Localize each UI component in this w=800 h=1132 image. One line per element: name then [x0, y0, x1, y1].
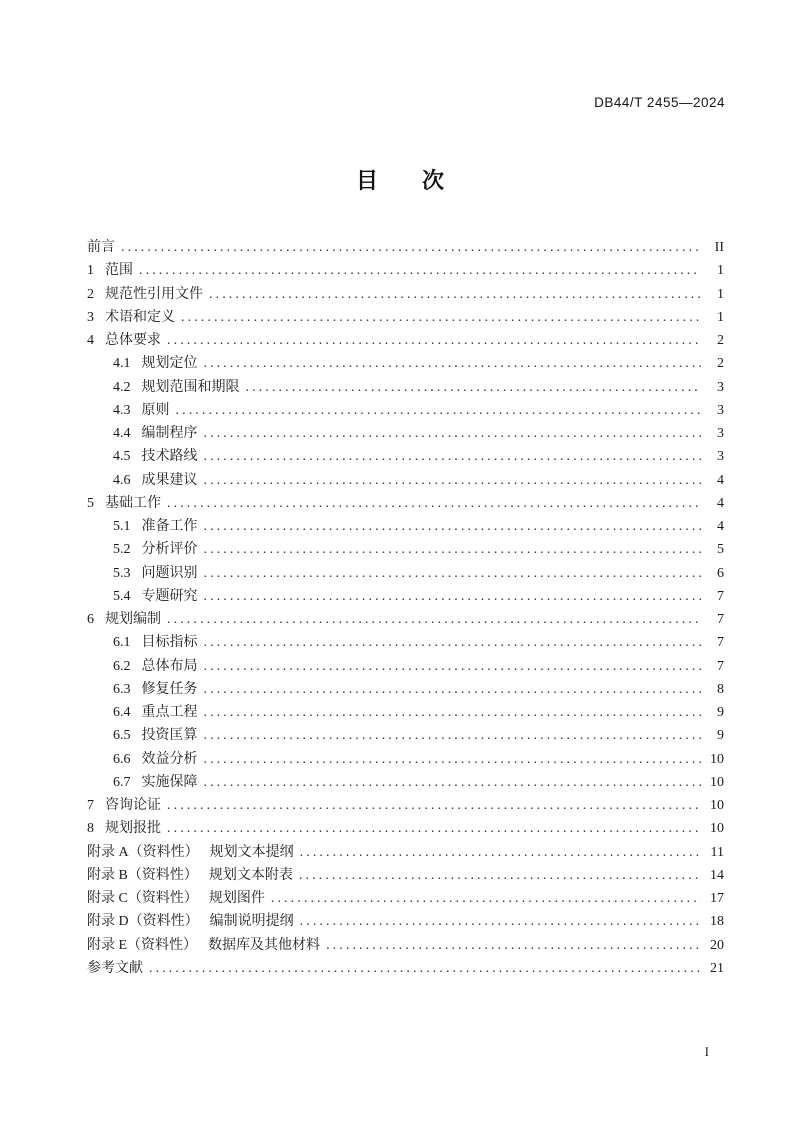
- dot-leader: [204, 631, 702, 654]
- toc-entry-number: 6.7: [113, 774, 131, 790]
- dot-leader: [246, 376, 702, 399]
- toc-entry: [87, 306, 724, 329]
- toc-entry-title: 总体布局: [141, 658, 198, 674]
- toc-entry-number: 7: [87, 798, 94, 813]
- toc-entry-number: 5: [87, 495, 94, 511]
- toc-entry: [87, 538, 724, 561]
- toc-entry-title: 规划图件: [208, 891, 265, 906]
- toc-entry-page: 10: [710, 751, 724, 767]
- dot-leader: [204, 748, 702, 771]
- toc-entry-number: 附录 A（资料性）: [87, 844, 199, 860]
- dot-leader: [167, 794, 701, 817]
- dot-leader: [209, 283, 701, 306]
- page-title: 目 次: [355, 168, 444, 193]
- toc-entry: [87, 236, 724, 259]
- toc-entry: [87, 259, 724, 282]
- dot-leader: [167, 817, 701, 840]
- toc-entry: [87, 329, 724, 352]
- toc-entry-page: 20: [710, 937, 724, 953]
- toc-entry: [87, 445, 724, 468]
- toc-entry-number: 5.2: [113, 542, 131, 558]
- toc-entry: [87, 794, 724, 817]
- toc-entry: [87, 283, 724, 306]
- toc-entry-page: 1: [717, 309, 724, 325]
- toc-entry-page: 3: [717, 379, 724, 395]
- toc-entry-page: 9: [717, 728, 724, 744]
- toc-entry-page: 7: [717, 658, 724, 674]
- toc-entry: [87, 678, 724, 701]
- toc-entry-title: 编制程序: [141, 426, 198, 441]
- toc-entry-title: 原则: [141, 402, 170, 418]
- toc-entry-number: 附录 C（资料性）: [87, 891, 198, 906]
- toc-entry-page: 7: [717, 635, 724, 651]
- dot-leader: [204, 562, 702, 585]
- toc-entry-number: 4.4: [113, 426, 131, 441]
- standard-number: DB44/T 2455—2024: [594, 95, 725, 110]
- toc-entry: [87, 515, 724, 538]
- toc-entry: [87, 631, 724, 654]
- toc-entry-title: 效益分析: [141, 751, 198, 767]
- dot-leader: [167, 608, 701, 631]
- toc-entry-number: 4.2: [113, 379, 131, 395]
- toc-entry-title: 参考文献: [87, 960, 143, 976]
- toc-entry-page: 14: [710, 867, 724, 883]
- dot-leader: [167, 492, 701, 515]
- toc-entry-title: 总体要求: [105, 333, 161, 348]
- toc-entry: [87, 934, 724, 957]
- toc-entry-number: 5.1: [113, 519, 131, 534]
- dot-leader: [167, 329, 701, 352]
- toc-entry-title: 数据库及其他材料: [208, 937, 321, 953]
- toc-entry-number: 2: [87, 286, 94, 302]
- toc-entry-number: 附录 E（资料性）: [87, 937, 198, 953]
- toc-entry-page: 10: [710, 774, 724, 790]
- toc-entry-page: 1: [717, 286, 724, 302]
- toc-entry: [87, 492, 724, 515]
- toc-entry-title: 基础工作: [105, 495, 161, 511]
- toc-entry-title: 规划文本提纲: [209, 844, 294, 860]
- toc-entry-page: 4: [717, 495, 724, 511]
- toc-entry: [87, 376, 724, 399]
- dot-leader: [204, 515, 702, 538]
- toc-entry-page: 4: [717, 472, 724, 488]
- toc-entry-page: 4: [717, 519, 724, 534]
- toc-entry-number: 6.5: [113, 728, 131, 744]
- toc-entry: [87, 864, 724, 887]
- toc-entry-number: 6.4: [113, 705, 131, 720]
- toc-entry-number: 3: [87, 309, 94, 325]
- toc-entry-title: 专题研究: [141, 588, 198, 604]
- footer-page-number: I: [704, 1044, 709, 1059]
- toc-entry: [87, 562, 724, 585]
- toc-entry-page: II: [714, 240, 724, 255]
- toc-entry-title: 重点工程: [141, 705, 198, 720]
- toc-entry: [87, 957, 724, 980]
- toc-entry: [87, 608, 724, 631]
- table-of-contents: [87, 236, 724, 980]
- toc-entry-title: 规划定位: [141, 356, 198, 372]
- dot-leader: [149, 957, 701, 980]
- toc-entry-page: 11: [710, 844, 724, 860]
- toc-entry-title: 编制说明提纲: [209, 914, 294, 930]
- toc-entry: [87, 887, 724, 910]
- toc-entry-page: 5: [717, 542, 724, 558]
- dot-leader: [204, 422, 702, 445]
- toc-entry-page: 7: [717, 612, 724, 627]
- toc-entry: [87, 399, 724, 422]
- toc-entry-page: 6: [717, 565, 724, 581]
- toc-entry-number: 6.1: [113, 635, 131, 651]
- toc-entry: [87, 748, 724, 771]
- toc-entry-page: 2: [717, 333, 724, 348]
- toc-entry-title: 前言: [87, 240, 115, 255]
- toc-entry-number: 4.3: [113, 402, 131, 418]
- toc-entry: [87, 771, 724, 794]
- toc-entry-title: 咨询论证: [105, 798, 161, 813]
- toc-entry-title: 问题识别: [141, 565, 198, 581]
- dot-leader: [204, 352, 702, 375]
- toc-entry-title: 规划编制: [105, 612, 161, 627]
- toc-entry: [87, 585, 724, 608]
- toc-entry-number: 4.1: [113, 356, 131, 372]
- dot-leader: [300, 841, 701, 864]
- dot-leader: [204, 469, 702, 492]
- dot-leader: [176, 399, 702, 422]
- toc-entry-title: 技术路线: [141, 449, 198, 465]
- toc-entry-number: 6: [87, 612, 94, 627]
- dot-leader: [139, 259, 701, 282]
- toc-entry-number: 5.3: [113, 565, 131, 581]
- dot-leader: [204, 445, 702, 468]
- dot-leader: [204, 701, 702, 724]
- dot-leader: [299, 864, 701, 887]
- toc-entry-page: 3: [717, 426, 724, 441]
- toc-entry-title: 修复任务: [141, 681, 198, 697]
- toc-entry-number: 1: [87, 263, 94, 279]
- toc-entry-page: 7: [717, 588, 724, 604]
- toc-entry-page: 17: [710, 891, 724, 906]
- toc-entry-number: 4.5: [113, 449, 131, 465]
- toc-entry: [87, 724, 724, 747]
- toc-entry-page: 3: [717, 402, 724, 418]
- dot-leader: [300, 910, 701, 933]
- toc-entry-page: 3: [717, 449, 724, 465]
- toc-entry-title: 规划报批: [105, 821, 161, 837]
- toc-entry-title: 投资匡算: [141, 728, 198, 744]
- dot-leader: [326, 934, 701, 957]
- toc-entry: [87, 841, 724, 864]
- toc-entry-page: 2: [717, 356, 724, 372]
- dot-leader: [121, 236, 701, 259]
- toc-entry-page: 21: [710, 960, 724, 976]
- toc-entry: [87, 655, 724, 678]
- toc-entry: [87, 817, 724, 840]
- toc-entry-number: 6.2: [113, 658, 131, 674]
- toc-entry: [87, 352, 724, 375]
- dot-leader: [181, 306, 701, 329]
- toc-entry-number: 附录 B（资料性）: [87, 867, 198, 883]
- toc-entry-title: 目标指标: [141, 635, 198, 651]
- toc-entry-page: 1: [717, 263, 724, 279]
- toc-entry: [87, 910, 724, 933]
- toc-entry-page: 10: [710, 798, 724, 813]
- toc-entry-page: 9: [717, 705, 724, 720]
- toc-entry-number: 6.6: [113, 751, 131, 767]
- toc-entry-page: 8: [717, 681, 724, 697]
- dot-leader: [204, 585, 702, 608]
- toc-entry-number: 5.4: [113, 588, 131, 604]
- toc-entry-number: 附录 D（资料性）: [87, 914, 199, 930]
- toc-entry-page: 10: [710, 821, 724, 837]
- toc-entry: [87, 469, 724, 492]
- toc-entry-number: 4: [87, 333, 94, 348]
- toc-entry-title: 分析评价: [141, 542, 198, 558]
- toc-entry-title: 规划文本附表: [208, 867, 293, 883]
- dot-leader: [204, 771, 702, 794]
- toc-entry-title: 范围: [105, 263, 133, 279]
- toc-entry-title: 规划范围和期限: [141, 379, 240, 395]
- toc-entry-title: 实施保障: [141, 774, 198, 790]
- dot-leader: [204, 724, 702, 747]
- toc-entry: [87, 422, 724, 445]
- dot-leader: [204, 538, 702, 561]
- toc-entry-number: 8: [87, 821, 94, 837]
- toc-entry: [87, 701, 724, 724]
- toc-entry-title: 成果建议: [141, 472, 198, 488]
- dot-leader: [204, 655, 702, 678]
- toc-entry-number: 6.3: [113, 681, 131, 697]
- toc-entry-page: 18: [710, 914, 724, 930]
- toc-entry-title: 准备工作: [141, 519, 198, 534]
- toc-entry-title: 术语和定义: [105, 309, 175, 325]
- toc-entry-title: 规范性引用文件: [105, 286, 203, 302]
- dot-leader: [204, 678, 702, 701]
- toc-entry-number: 4.6: [113, 472, 131, 488]
- dot-leader: [271, 887, 701, 910]
